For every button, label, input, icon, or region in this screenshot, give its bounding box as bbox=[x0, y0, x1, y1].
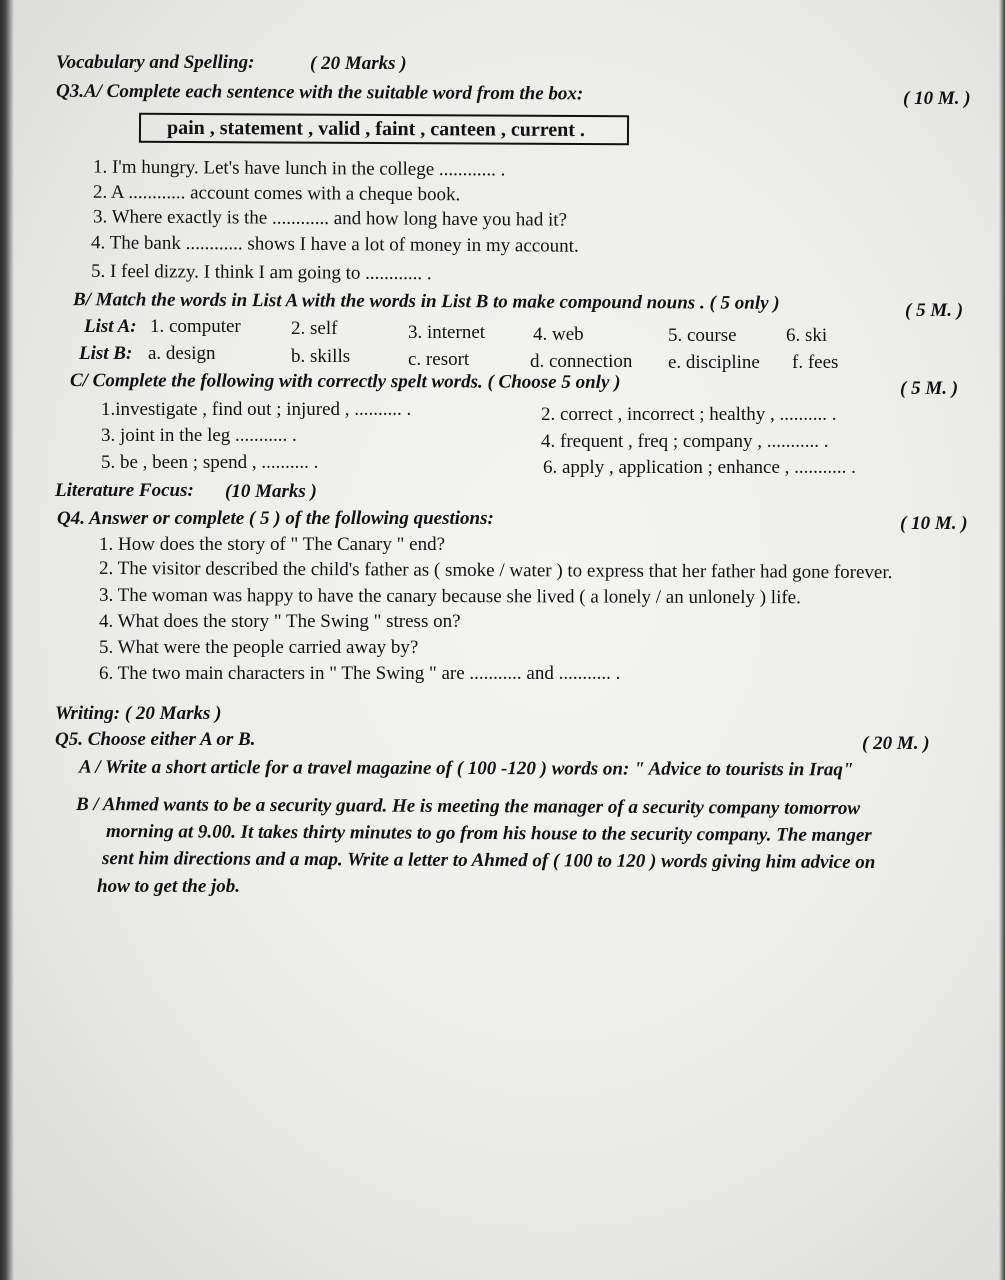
q3a-heading: Q3.A/ Complete each sentence with the suitable word from the box: bbox=[55, 80, 584, 105]
list-b-item: f. fees bbox=[792, 352, 839, 373]
word-box-text: pain , statement , valid , faint , canteen , current . bbox=[166, 116, 585, 142]
q5-option-b-line: morning at 9.00. It takes thirty minutes to go from his house to the security company. The manger bbox=[105, 820, 872, 847]
q3c-item: 4. frequent , freq ; company , ........... . bbox=[541, 431, 829, 452]
q3c-heading: C/ Complete the following with correctly spelt words. ( Choose 5 only ) bbox=[69, 370, 621, 393]
section-title-writing: Writing: ( 20 Marks ) bbox=[55, 703, 222, 724]
list-a-label: List A: bbox=[84, 316, 137, 337]
list-b-item: d. connection bbox=[530, 351, 633, 372]
q4-item-2: 2. The visitor described the child's father as ( smoke / water ) to express that her father had gone forever. bbox=[98, 557, 893, 584]
list-a-item: 2. self bbox=[291, 318, 338, 339]
q4-marks: ( 10 M. ) bbox=[900, 513, 968, 534]
list-b-item: e. discipline bbox=[668, 352, 760, 373]
q5-option-a: A / Write a short article for a travel magazine of ( 100 -120 ) words on: " Advice to tourists in Iraq" bbox=[78, 756, 854, 781]
q4-item-3: 3. The woman was happy to have the canary because she lived ( a lonely / an unlonely ) life. bbox=[98, 584, 801, 609]
list-a-item: 4. web bbox=[533, 324, 584, 345]
q3c-item: 1.investigate , find out ; injured , .......... . bbox=[101, 399, 412, 420]
q3c-item: 2. correct , incorrect ; healthy , .......... . bbox=[541, 404, 837, 425]
q3c-item: 5. be , been ; spend , .......... . bbox=[101, 452, 319, 473]
q5-option-b-line: B / Ahmed wants to be a security guard. He is meeting the manager of a security company tomorrow bbox=[75, 793, 861, 820]
list-b-item: a. design bbox=[148, 343, 216, 364]
list-b-item: b. skills bbox=[291, 346, 351, 367]
list-a-item: 5. course bbox=[668, 325, 737, 346]
q5-option-b-line: sent him directions and a map. Write a letter to Ahmed of ( 100 to 120 ) words giving him advice on bbox=[101, 847, 876, 874]
q3a-item-5: 5. I feel dizzy. I think I am going to ............ . bbox=[90, 260, 432, 285]
section-title-vocabulary: Vocabulary and Spelling: bbox=[56, 52, 255, 73]
q5-marks: ( 20 M. ) bbox=[862, 733, 930, 754]
q3b-heading: B/ Match the words in List A with the words in List B to make compound nouns . ( 5 only ) bbox=[72, 289, 780, 314]
q3b-marks: ( 5 M. ) bbox=[905, 300, 964, 321]
word-box bbox=[139, 113, 629, 146]
list-a-item: 3. internet bbox=[408, 322, 486, 343]
q3a-item-1: 1. I'm hungry. Let's have lunch in the college ............ . bbox=[92, 156, 506, 181]
list-a-item: 1. computer bbox=[150, 316, 241, 337]
q4-item-5: 5. What were the people carried away by? bbox=[99, 637, 419, 658]
section-title-literature: Literature Focus: bbox=[55, 480, 194, 501]
q4-item-4: 4. What does the story " The Swing " stress on? bbox=[99, 611, 461, 632]
q3a-item-4: 4. The bank ............ shows I have a lot of money in my account. bbox=[90, 232, 579, 257]
page-edge-shadow-left bbox=[0, 0, 14, 1280]
q5-heading: Q5. Choose either A or B. bbox=[55, 729, 256, 750]
q3c-item: 6. apply , application ; enhance , ........... . bbox=[543, 457, 856, 478]
list-b-label: List B: bbox=[79, 343, 133, 364]
q3c-marks: ( 5 M. ) bbox=[900, 378, 959, 399]
q5-option-b-line: how to get the job. bbox=[97, 876, 241, 897]
q4-item-1: 1. How does the story of " The Canary " end? bbox=[99, 534, 445, 555]
q4-heading: Q4. Answer or complete ( 5 ) of the following questions: bbox=[57, 508, 494, 529]
section-marks-literature: (10 Marks ) bbox=[225, 481, 317, 502]
page-edge-shadow-right bbox=[999, 0, 1005, 1280]
section-marks-vocabulary: ( 20 Marks ) bbox=[310, 53, 407, 74]
list-b-item: c. resort bbox=[408, 349, 470, 370]
q3a-item-3: 3. Where exactly is the ............ and how long have you had it? bbox=[92, 206, 568, 231]
q4-item-6: 6. The two main characters in " The Swing " are ........... and ........... . bbox=[99, 663, 621, 684]
q3c-item: 3. joint in the leg ........... . bbox=[101, 425, 297, 446]
q3a-item-2: 2. A ............ account comes with a cheque book. bbox=[92, 181, 461, 206]
list-a-item: 6. ski bbox=[786, 325, 828, 346]
q3a-marks: ( 10 M. ) bbox=[903, 88, 971, 109]
